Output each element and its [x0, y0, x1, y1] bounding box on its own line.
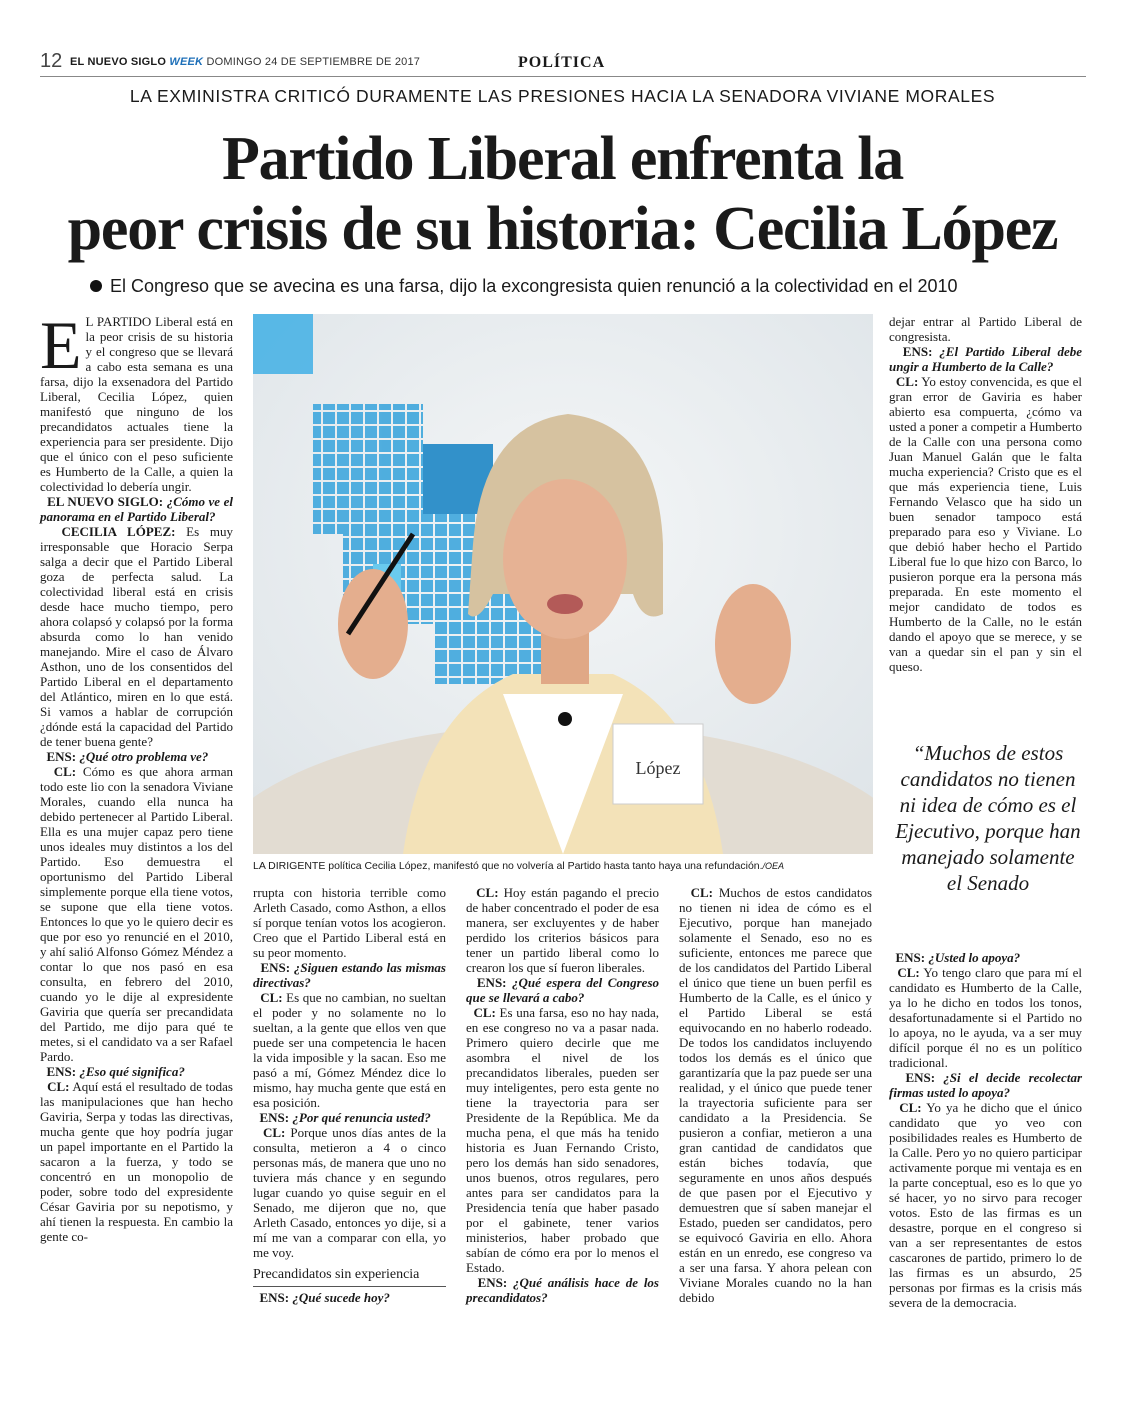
answer-label: CL:	[262, 1125, 286, 1140]
question: ¿Eso qué significa?	[79, 1064, 185, 1079]
answer: Es una farsa, eso no hay nada, en ese congreso no va a pasar nada. Primero quiero decirle que me asombra el nivel de los precandidatos liberales, pueden ser muy inteligentes, pero esta gente no tiene la trayectoria para ser Presidente de la República. Me da mucha pena, el que más ha tenido historia es Juan Fernando Cristo, pero los demás han sido senadores, unos buenos, otros regulares, pero antes para ser candidatos para la Presidencia tenía que haber pasado por el gabinete, tener varios ministerios, haber probado que sabían de cómo era por lo menos el Estado.	[466, 1005, 660, 1275]
question: ¿Por qué renuncia usted?	[292, 1110, 431, 1125]
answer: Muchos de estos candidatos no tienen ni idea de cómo es el Ejecutivo, porque han manejado solamente el Senado, eso no es suficiente, entonces me parece que de los candidatos del Partido Liberal el único que tiene un buen perfil es Humberto de la Calle, es el único y el Partido Liberal se está equivocando en no haberlo rodeado. De todos los candidatos incluyendo todos los demás es el único que garantizaría que la paz puede ser una realidad, y el único que puede tener la trayectoria suficiente para ser candidato a la Presidencia. Se pusieron a confiar, metieron a una gran cantidad de candidatos que están biches todavía, que seguramente en unos años después de que pasen por el Ejecutivo y demuestren que sí saben manejar el Estado, pueden ser candidatos, pero se equivocó Gaviria en ello. Ahora están en un enredo, ese congreso va a ser una farsa. Y ahora pelean con Viviane Morales cuando no la han debido	[679, 885, 873, 1305]
question-label: EL NUEVO SIGLO:	[47, 494, 164, 509]
lead-paragraph: L PARTIDO Liberal está en la peor crisis de su historia y el congreso que se llevará a cabo esta semana es una farsa, dijo la exsenadora del Partido Liberal, Cecilia López, quien manifestó que ninguno de los precandidatos actuales tiene la experiencia para ser presidente. Dijo que el único con el peso suficiente es Humberto de la Calle, a quien la colectividad lo debería ungir.	[40, 314, 233, 494]
question-label: ENS:	[476, 975, 507, 990]
answer-label: CL:	[53, 764, 77, 779]
question-label: ENS:	[905, 1070, 936, 1085]
masthead	[70, 56, 420, 68]
question: ¿Si el decide recolectar firmas usted lo apoya?	[889, 1070, 1082, 1100]
paper-name: EL NUEVO SIGLO	[70, 56, 167, 68]
photo-illustration	[253, 314, 873, 854]
article-column-5-top	[889, 314, 1082, 674]
answer-label: CL:	[899, 1100, 922, 1115]
answer-label: CL:	[47, 1079, 70, 1094]
question: ¿Cómo ve el panorama en el Partido Liberal?	[40, 494, 234, 524]
answer: Yo ya he dicho que el único candidato que yo veo con posibilidades reales es Humberto de la Calle. Pero yo no quiero participar activamente porque mi ventaja es en la parte conceptual, eso es lo que yo sé hacer, yo no sirvo para recoger votos. Esto de las firmas es un desastre, porque en el congreso si van a ser representantes de estos cascarones de partido, primero lo de las firmas es un absurdo, 25 personas por firmas es la crisis más severa de la democracia.	[889, 1100, 1082, 1310]
headline-line-1: Partido Liberal enfrenta la	[221, 125, 904, 193]
question-label: ENS:	[895, 950, 926, 965]
article-column-1	[40, 307, 234, 1244]
caption-text: LA DIRIGENTE política Cecilia López, manifestó que no volvería al Partido hasta tanto haya una refundación.	[253, 860, 763, 872]
kicker: LA EXMINISTRA CRITICÓ DURAMENTE LAS PRESIONES HACIA LA SENADORA VIVIANE MORALES	[129, 86, 996, 106]
answer-label: CL:	[895, 374, 919, 389]
question-label: ENS:	[260, 960, 291, 975]
headline-line-2: peor crisis de su historia: Cecilia López	[67, 195, 1058, 263]
pull-quote: “Muchos de estos candidatos no tienen ni idea de cómo es el Ejecutivo, porque han manejado solamente el Senado	[895, 741, 1081, 895]
section-label: POLÍTICA	[518, 54, 606, 71]
photo-caption	[253, 860, 893, 872]
deck	[90, 276, 1090, 297]
question: ¿Qué espera del Congreso que se llevará a cabo?	[466, 975, 660, 1005]
article-column-5-bottom	[889, 950, 1082, 1310]
question-label: ENS:	[259, 1110, 290, 1125]
answer: Cómo es que ahora arman todo este lio con la senadora Viviane Morales, cuando ella nunca ha debido pertenecer al Partido Liberal. Ella es una mujer capaz pero tiene unos ideales muy distintos a los del Partido. Eso demuestra el oportunismo del Partido Liberal simplemente porque ella tiene votos, se supone que ella tiene votos. Entonces lo que yo le quiero decir es que por eso yo renuncié en el 2010, y ahí salió Alfonso Gómez Méndez a contar lo que nos pasó en esa consulta, en febrero del 2010, cuando yo le dije al expresidente Gaviria que quería ser precandidata del Partido, me dijo para qué te metes, si el candidato va a ser Rafael Pardo.	[40, 764, 234, 1064]
page-header	[40, 48, 1086, 77]
drop-cap: E	[40, 307, 82, 383]
answer-continued: rrupta con historia terrible como Arleth Casado, como Asthon, a ellos sí porque tenían votos los acogieron. Creo que el Partido Liberal está en su peor momento.	[253, 885, 446, 960]
answer-continued: dejar entrar al Partido Liberal de congresista.	[889, 314, 1082, 344]
subheading: Precandidatos sin experiencia	[253, 1267, 420, 1282]
headline	[30, 124, 1095, 264]
question-label: ENS:	[902, 344, 933, 359]
question: ¿El Partido Liberal debe ungir a Humberto de la Calle?	[889, 344, 1083, 374]
answer: Hoy están pagando el precio de haber concentrado el poder de esa manera, ser excluyentes y de haber perdido los criterios básicos para tener un partido liberal como lo crearon los que sí fueron liberales.	[466, 885, 659, 975]
answer-label: CL:	[690, 885, 714, 900]
question: ¿Usted lo apoya?	[928, 950, 1021, 965]
article-column-3	[466, 885, 659, 1305]
question-label: ENS:	[46, 1064, 77, 1079]
photo-credit: /OEA	[762, 861, 785, 871]
page-number: 12	[40, 50, 63, 72]
question: ¿Qué otro problema ve?	[79, 749, 209, 764]
question: ¿Siguen estando las mismas directivas?	[253, 960, 446, 990]
answer-label: CL:	[476, 885, 499, 900]
question-label: ENS:	[259, 1290, 290, 1305]
bullet-icon	[90, 280, 102, 292]
name-card-text: López	[635, 758, 681, 778]
article-column-4	[679, 885, 872, 1305]
answer: Porque unos días antes de la consulta, metieron a 4 o cinco personas más, de manera que uno no tuviera más chance y en segundo lugar cuando yo quise seguir en el Senado, me dijeron que no, que Arleth Casado, entonces yo dije, si a mí me van a comparar con ella, yo me voy.	[253, 1125, 447, 1260]
question: ¿Qué análisis hace de los precandidatos?	[466, 1275, 659, 1305]
issue-date: DOMINGO 24 DE SEPTIEMBRE DE 2017	[206, 56, 421, 68]
week-label: WEEK	[169, 56, 204, 68]
answer-label: CL:	[260, 990, 283, 1005]
answer: Es muy irresponsable que Horacio Serpa salga a decir que el Partido Liberal goza de perfecta salud. La colectividad liberal está en crisis desde hace mucho tiempo, pero ahora colapsó y colapsó por la forma absurda como lo han venido manejando. Mire el caso de Álvaro Asthon, uno de los consentidos del Partido Liberal en el departamento del Atlántico, miren en lo que está. Si vamos a hablar de corrupción ¿dónde está la capacidad del Partido de tener buena gente?	[40, 524, 233, 749]
answer-label: CL:	[473, 1005, 496, 1020]
answer: Es que no cambian, no sueltan el poder y no solamente no lo sueltan, a la gente que ellos ven que puede ser una competencia le hacen la vida imposible y la sacan. Eso me pasó a mí, Gómez Méndez dice lo mismo, hay mucha gente que está en esa posición.	[253, 990, 446, 1110]
article-column-2	[253, 885, 446, 1305]
question-label: ENS:	[477, 1275, 508, 1290]
answer: Aquí está el resultado de todas las manipulaciones que han hecho Gaviria, Serpa y todas las directivas, mucha gente que hoy podría jugar un papel importante en el Partido la sacaron a la fuerza, y todo se concentró en un monopolio de poder, sobre todo del expresidente César Gaviria por su nepotismo, y ahí tienen la respuesta. En cambio la gente co-	[40, 1079, 233, 1244]
answer: Yo tengo claro que para mí el candidato es Humberto de la Calle, ya lo he dicho en todos los tonos, desafortunadamente si el Partido no lo apoya, no le ayuda, va a ser muy difícil porque él no es un político tradicional.	[889, 965, 1082, 1070]
answer-label: CECILIA LÓPEZ:	[61, 524, 176, 539]
question-label: ENS:	[46, 749, 77, 764]
answer-label: CL:	[897, 965, 920, 980]
deck-text: El Congreso que se avecina es una farsa, dijo la excongresista quien renunció a la colectividad en el 2010	[110, 276, 958, 296]
answer: Yo estoy convencida, es que el gran error de Gaviria es haber abierto esa compuerta, ¿cómo va usted a poner a competir a Humberto de la Calle con una persona como Juan Manuel Galán que le falta mucha experiencia? Cristo que es el que más experiencia tiene, Luis Fernando Velasco que ha sido un buen senador tampoco está preparado para eso y Viviane. Lo que debió haber hecho el Partido Liberal fue lo que hizo con Barco, lo pusieron porque era la persona más preparada. En este momento el mejor candidato de todos es Humberto de la Calle, no le están dando el apoyo que se merece, y se van a quedar sin el pan y sin el queso.	[889, 374, 1082, 674]
article-photo	[253, 314, 873, 854]
question: ¿Qué sucede hoy?	[292, 1290, 390, 1305]
